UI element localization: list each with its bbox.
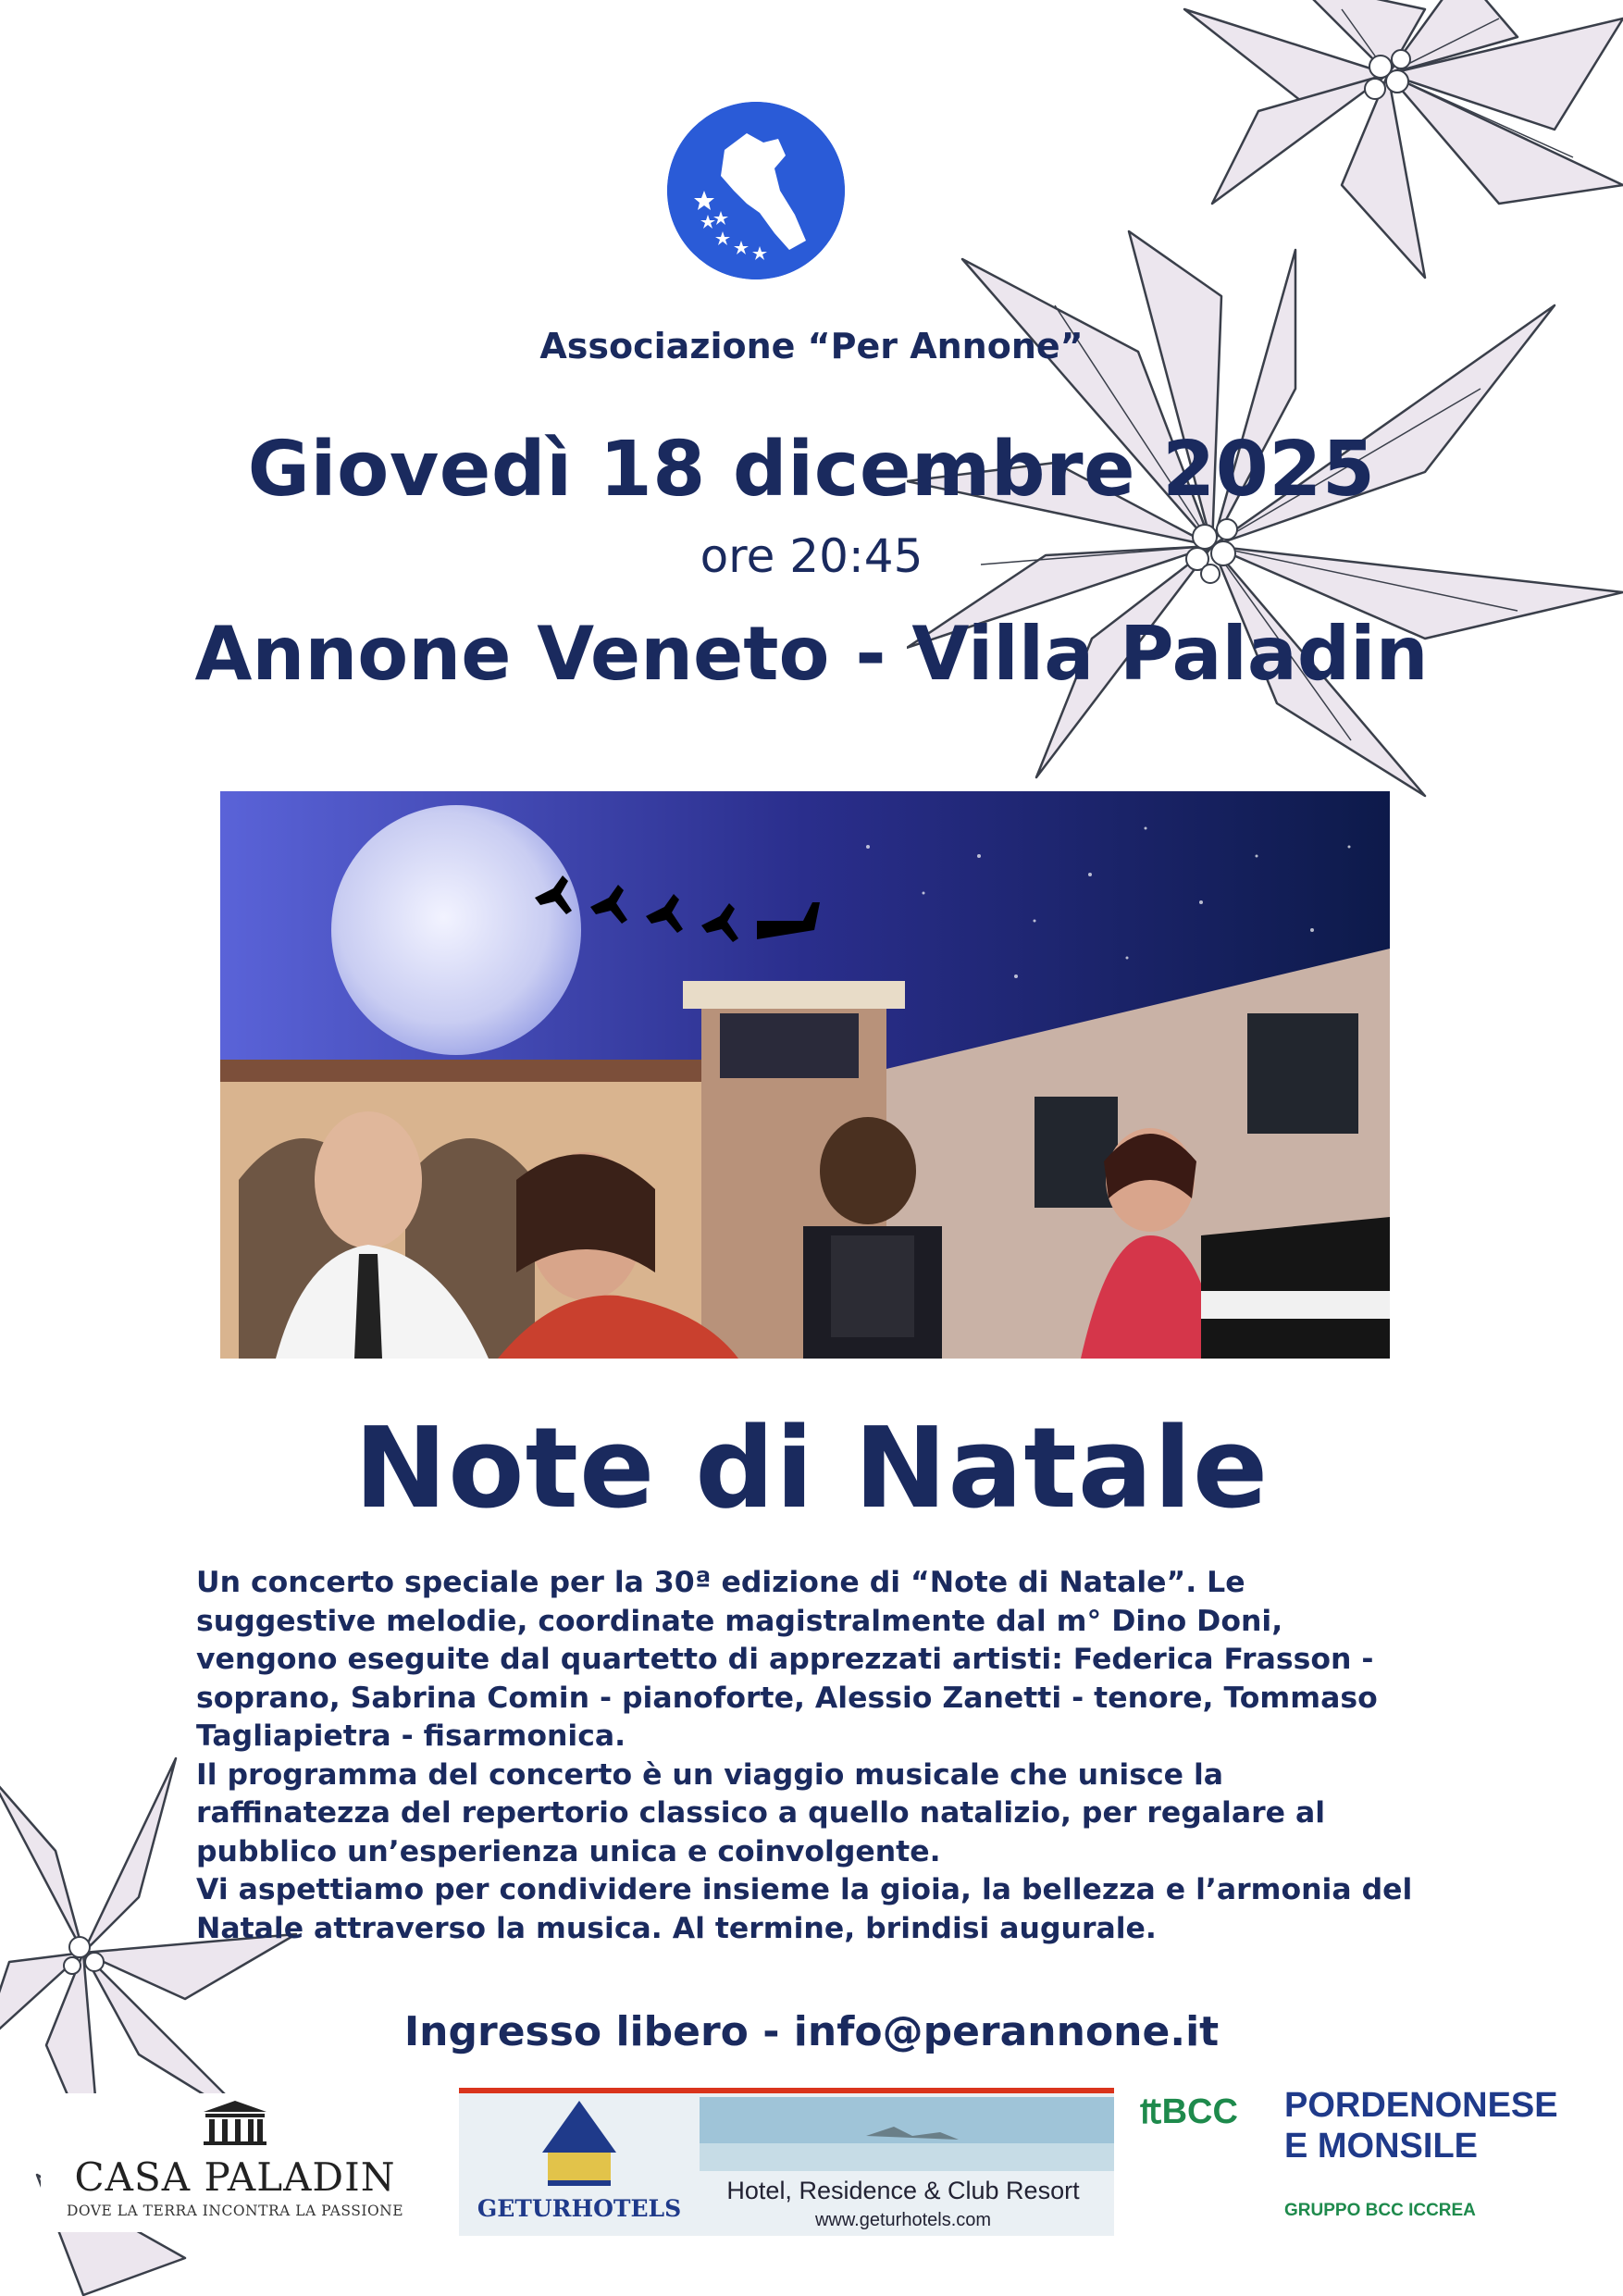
bcc-name-line-2: E MONSILE	[1284, 2127, 1479, 2166]
description-paragraph-2: Il programma del concerto è un viaggio musicale che unisce la raffinatezza del repertorio classico a quello natalizio, per regalare al pubblico un’esperienza unica e coinvolgente.	[196, 1757, 1326, 1868]
event-place: Annone Veneto - Villa Paladin	[194, 611, 1429, 697]
geturhotels-tagline: Hotel, Residence & Club Resort	[726, 2177, 1080, 2204]
casa-paladin-tagline: DOVE LA TERRA INCONTRA LA PASSIONE	[66, 2203, 404, 2219]
bcc-logo-mark: ₶BCC	[1140, 2092, 1238, 2131]
bcc-name-line-1: PORDENONESE	[1284, 2086, 1558, 2125]
geturhotels-name: GETURHOTELS	[477, 2195, 682, 2222]
bcc-c-icon: ₶	[1140, 2092, 1162, 2131]
building-icon	[200, 2099, 270, 2145]
geturhotels-url: www.geturhotels.com	[814, 2210, 992, 2230]
hero-photo	[220, 791, 1390, 1359]
event-date: Giovedì 18 dicembre 2025	[247, 426, 1376, 514]
contact-line: Ingresso libero - info@perannone.it	[403, 2008, 1220, 2055]
event-description	[196, 1564, 1427, 1948]
description-paragraph-3: Vi aspettiamo per condividere insieme la gioia, la bellezza e l’armonia del Natale attraverso la musica. Al termine, brindisi augurale.	[196, 1873, 1413, 1945]
sponsor-geturhotels	[459, 2088, 1114, 2236]
description-paragraph-1: Un concerto speciale per la 30ª edizione di “Note di Natale”. Le suggestive melodie, coordinate magistralmente dal m° Dino Doni, vengono eseguite dal quartetto di apprezzati artisti: Federica Frasson - soprano, Sabrina Comin - pianoforte, Alessio Zanetti - tenore, Tommaso Tagliapietra - fisarmonica.	[196, 1566, 1378, 1753]
map-star-icon	[667, 102, 845, 279]
event-title: Note di Natale	[353, 1405, 1270, 1533]
event-time: ore 20:45	[700, 529, 923, 583]
bcc-group: GRUPPO BCC ICCREA	[1284, 2201, 1476, 2220]
casa-paladin-name: CASA PALADIN	[74, 2154, 396, 2200]
sponsor-bcc-pordenonese	[1136, 2082, 1599, 2240]
sponsor-casa-paladin	[41, 2093, 429, 2232]
association-name: Associazione “Per Annone”	[539, 326, 1084, 366]
association-logo	[667, 102, 845, 279]
